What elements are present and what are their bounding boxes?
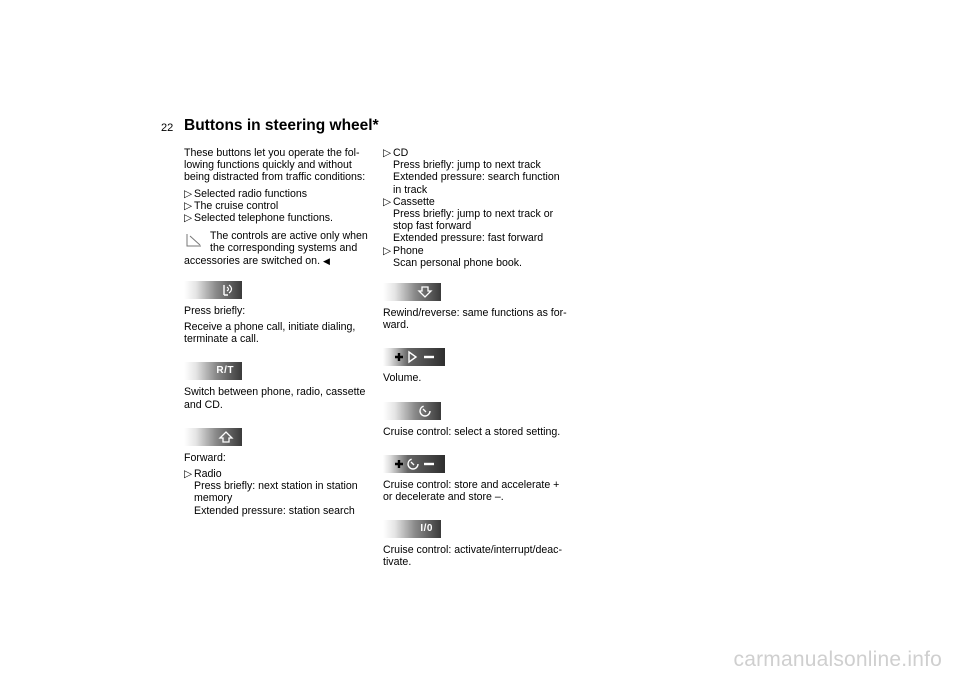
rt-desc: Switch between phone, radio, cassette and CD. (184, 386, 366, 411)
list-item: ▷ The cruise control (184, 199, 279, 212)
page-number: 22 (161, 122, 174, 134)
plus-speaker-minus-icon (383, 348, 445, 366)
phone-button (184, 281, 242, 299)
forward-desc: Forward: (184, 451, 226, 464)
phone-desc-2: Receive a phone call, initiate dialing, terminate a call. (184, 321, 356, 346)
page-title: Buttons in steering wheel* (184, 117, 379, 134)
function-list (184, 188, 380, 225)
end-mark-icon: ◀ (322, 255, 330, 266)
list-item: ▷ Cassette Press briefly: jump to next track or stop fast forward Extended pressure: fast forward (383, 195, 554, 245)
cruise-resume-button (383, 402, 441, 420)
forward-list-continued (383, 147, 579, 269)
onoff-button (383, 520, 441, 538)
volume-button (383, 348, 445, 366)
arrow-up-icon (184, 428, 242, 446)
arrow-down-icon (383, 283, 441, 301)
rt-button (184, 362, 242, 380)
list-item: ▷ Selected radio functions (184, 187, 308, 200)
onoff-desc: Cruise control: activate/interrupt/deac- tivate. (383, 544, 562, 569)
cruise-resume-desc: Cruise control: select a stored setting. (383, 425, 561, 438)
phone-talk-icon (184, 281, 242, 299)
right-column (383, 147, 579, 573)
onoff-button-label: I/0 (420, 523, 433, 535)
forward-button (184, 428, 242, 446)
list-item: ▷ CD Press briefly: jump to next track Extended pressure: search function in track (383, 147, 560, 196)
volume-desc: Volume. (383, 372, 422, 385)
note-arrow-icon (184, 232, 204, 250)
list-item: ▷ Phone Scan personal phone book. (383, 244, 522, 269)
left-column (184, 147, 380, 521)
phone-desc-1: Press briefly: (184, 304, 246, 317)
rewind-button (383, 283, 441, 301)
intro-text: These buttons let you operate the fol- lowing functions quickly and without being distracted from traffic conditions: (184, 147, 366, 184)
cruise-resume-icon (383, 402, 441, 420)
cruise-set-button (383, 455, 445, 473)
list-item: ▷ Radio Press briefly: next station in station memory Extended pressure: station search (184, 468, 358, 517)
rt-button-label: R/T (216, 365, 234, 377)
forward-list (184, 468, 380, 517)
list-item: ▷ Selected telephone functions. (184, 212, 333, 225)
cruise-set-desc: Cruise control: store and accelerate + or decelerate and store –. (383, 478, 560, 504)
note-box: The controls are active only when the corresponding systems and accessories are switched on. ◀ (184, 230, 368, 267)
rewind-desc: Rewind/reverse: same functions as for- ward. (383, 307, 567, 332)
watermark: carmanualsonline.info (733, 648, 942, 671)
plus-cruise-minus-icon (383, 455, 445, 473)
